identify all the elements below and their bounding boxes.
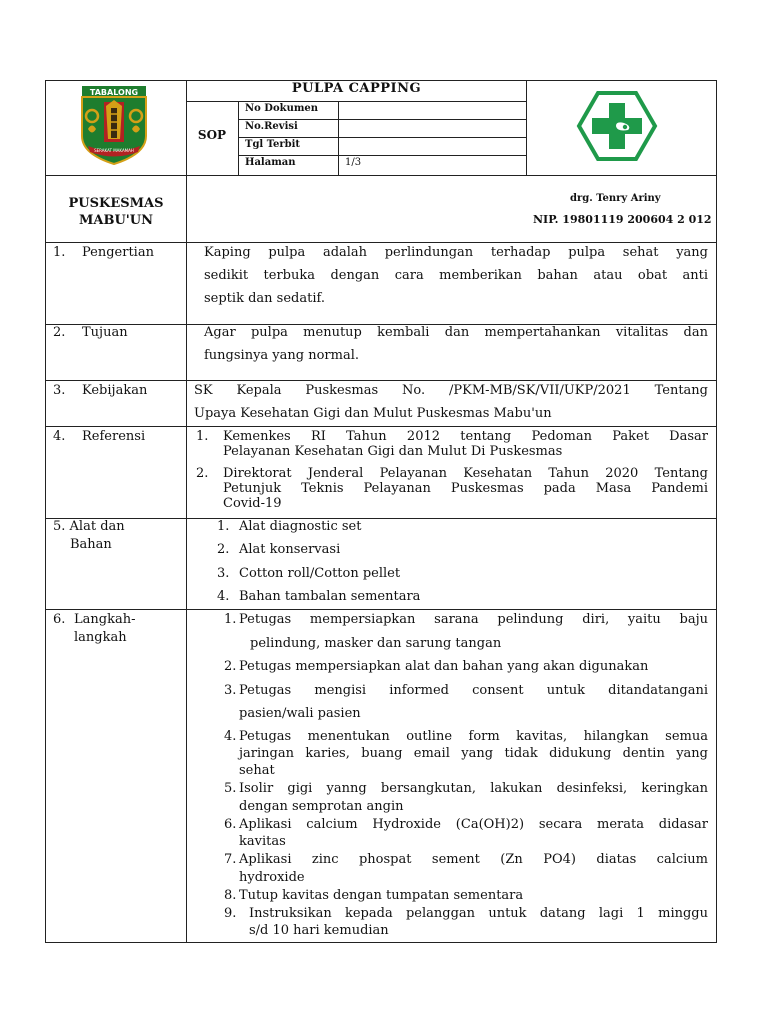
step-line: s/d 10 hari kemudian	[249, 923, 389, 938]
referensi-line: Direktorat Jenderal Pelayanan Kesehatan Tahun 2020 Tentang	[223, 466, 708, 481]
step-number: 6.	[224, 817, 237, 832]
list-item: Alat diagnostic set	[239, 519, 362, 534]
emblem-top-text: TABALONG	[89, 88, 139, 97]
referensi-line: Petunjuk Teknis Pelayanan Puskesmas pada Masa Pandemi	[223, 481, 708, 496]
step-line: Petugas mengisi informed consent untuk ditandatangani	[239, 683, 708, 698]
document-title: PULPA CAPPING	[291, 81, 422, 96]
section-number: 3.	[53, 383, 66, 398]
field-value-halaman: 1/3	[345, 157, 362, 168]
section-number: 4.	[53, 429, 66, 444]
step-number: 5.	[224, 781, 237, 796]
step-line: Petugas menentukan outline form kavitas, hilangkan semua	[239, 729, 708, 744]
kebijakan-line: SK Kepala Puskesmas No. /PKM-MB/SK/VII/UKP/2021 Tentang	[194, 383, 708, 398]
step-number: 2.	[224, 659, 237, 674]
field-label-no-dokumen: No Dokumen	[245, 103, 319, 114]
step-number: 1.	[224, 612, 237, 627]
step-line: hydroxide	[239, 870, 305, 885]
section-label-kebijakan: Kebijakan	[82, 383, 148, 398]
section-label-bahan: Bahan	[70, 537, 112, 552]
list-item: Bahan tambalan sementara	[239, 589, 421, 604]
step-line: Tutup kavitas dengan tumpatan sementara	[239, 888, 524, 903]
puskesmas-cross-logo-icon	[576, 90, 658, 162]
step-line: Aplikasi zinc phospat sement (Zn PO4) diatas calcium	[239, 852, 708, 867]
tujuan-line: fungsinya yang normal.	[204, 348, 360, 363]
referensi-line: Pelayanan Kesehatan Gigi dan Mulut Di Puskesmas	[223, 444, 563, 459]
list-item-number: 1.	[217, 519, 230, 534]
list-item-number: 4.	[217, 589, 230, 604]
list-item-number: 2.	[196, 466, 209, 481]
list-item: Cotton roll/Cotton pellet	[239, 566, 401, 581]
step-number: 9.	[224, 906, 237, 921]
section-label-langkah-2: langkah	[74, 630, 127, 645]
pengertian-line: sedikit terbuka dengan cara memberikan bahan atau obat anti	[204, 268, 708, 283]
pengertian-line: Kaping pulpa adalah perlindungan terhadap pulpa sehat yang	[204, 245, 708, 260]
section-number: 1.	[53, 245, 66, 260]
sop-label: SOP	[197, 128, 227, 142]
section-label-tujuan: Tujuan	[82, 325, 128, 340]
step-line: pelindung, masker dan sarung tangan	[250, 636, 502, 651]
section-label-langkah: Langkah-	[74, 612, 136, 627]
signatory-name: drg. Tenry Ariny	[570, 193, 661, 204]
pengertian-line: septik dan sedatif.	[204, 291, 325, 306]
signatory-nip: NIP. 19801119 200604 2 012	[533, 213, 712, 226]
section-label-referensi: Referensi	[82, 429, 146, 444]
step-number: 3.	[224, 683, 237, 698]
step-line: Isolir gigi yanng bersangkutan, lakukan desinfeksi, keringkan	[239, 781, 708, 796]
step-number: 8.	[224, 888, 237, 903]
referensi-line: Covid-19	[223, 496, 282, 511]
field-label-no-revisi: No.Revisi	[245, 121, 298, 132]
step-line: pasien/wali pasien	[239, 706, 361, 721]
field-label-halaman: Halaman	[245, 157, 296, 168]
section-label-pengertian: Pengertian	[82, 245, 154, 260]
step-number: 4.	[224, 729, 237, 744]
step-line: dengan semprotan angin	[239, 799, 404, 814]
kebijakan-line: Upaya Kesehatan Gigi dan Mulut Puskesmas Mabu'un	[194, 406, 552, 421]
emblem-ribbon-text: SERAKAT MAKAMAH	[94, 148, 134, 153]
section-number: 2.	[53, 325, 66, 340]
list-item-number: 3.	[217, 566, 230, 581]
referensi-line: Kemenkes RI Tahun 2012 tentang Pedoman Paket Dasar	[223, 429, 708, 444]
list-item-number: 1.	[196, 429, 209, 444]
org-name: PUSKESMAS MABU'UN	[68, 196, 164, 228]
step-line: sehat	[239, 763, 275, 778]
tabalong-regency-emblem-icon	[78, 84, 150, 166]
section-label-alat: 5. Alat dan	[53, 519, 125, 534]
step-line: Aplikasi calcium Hydroxide (Ca(OH)2) secara merata didasar	[239, 817, 708, 832]
step-number: 7.	[224, 852, 237, 867]
step-line: kavitas	[239, 834, 286, 849]
list-item-number: 2.	[217, 542, 230, 557]
section-number: 6.	[53, 612, 66, 627]
step-line: jaringan karies, buang email yang tidak didukung dentin yang	[239, 746, 708, 761]
step-line: Instruksikan kepada pelanggan untuk datang lagi 1 minggu	[249, 906, 708, 921]
list-item: Alat konservasi	[239, 542, 341, 557]
step-line: Petugas mempersiapkan sarana pelindung diri, yaitu baju	[239, 612, 708, 627]
tujuan-line: Agar pulpa menutup kembali dan mempertahankan vitalitas dan	[204, 325, 708, 340]
field-label-tgl-terbit: Tgl Terbit	[245, 139, 301, 150]
step-line: Petugas mempersiapkan alat dan bahan yang akan digunakan	[239, 659, 649, 674]
